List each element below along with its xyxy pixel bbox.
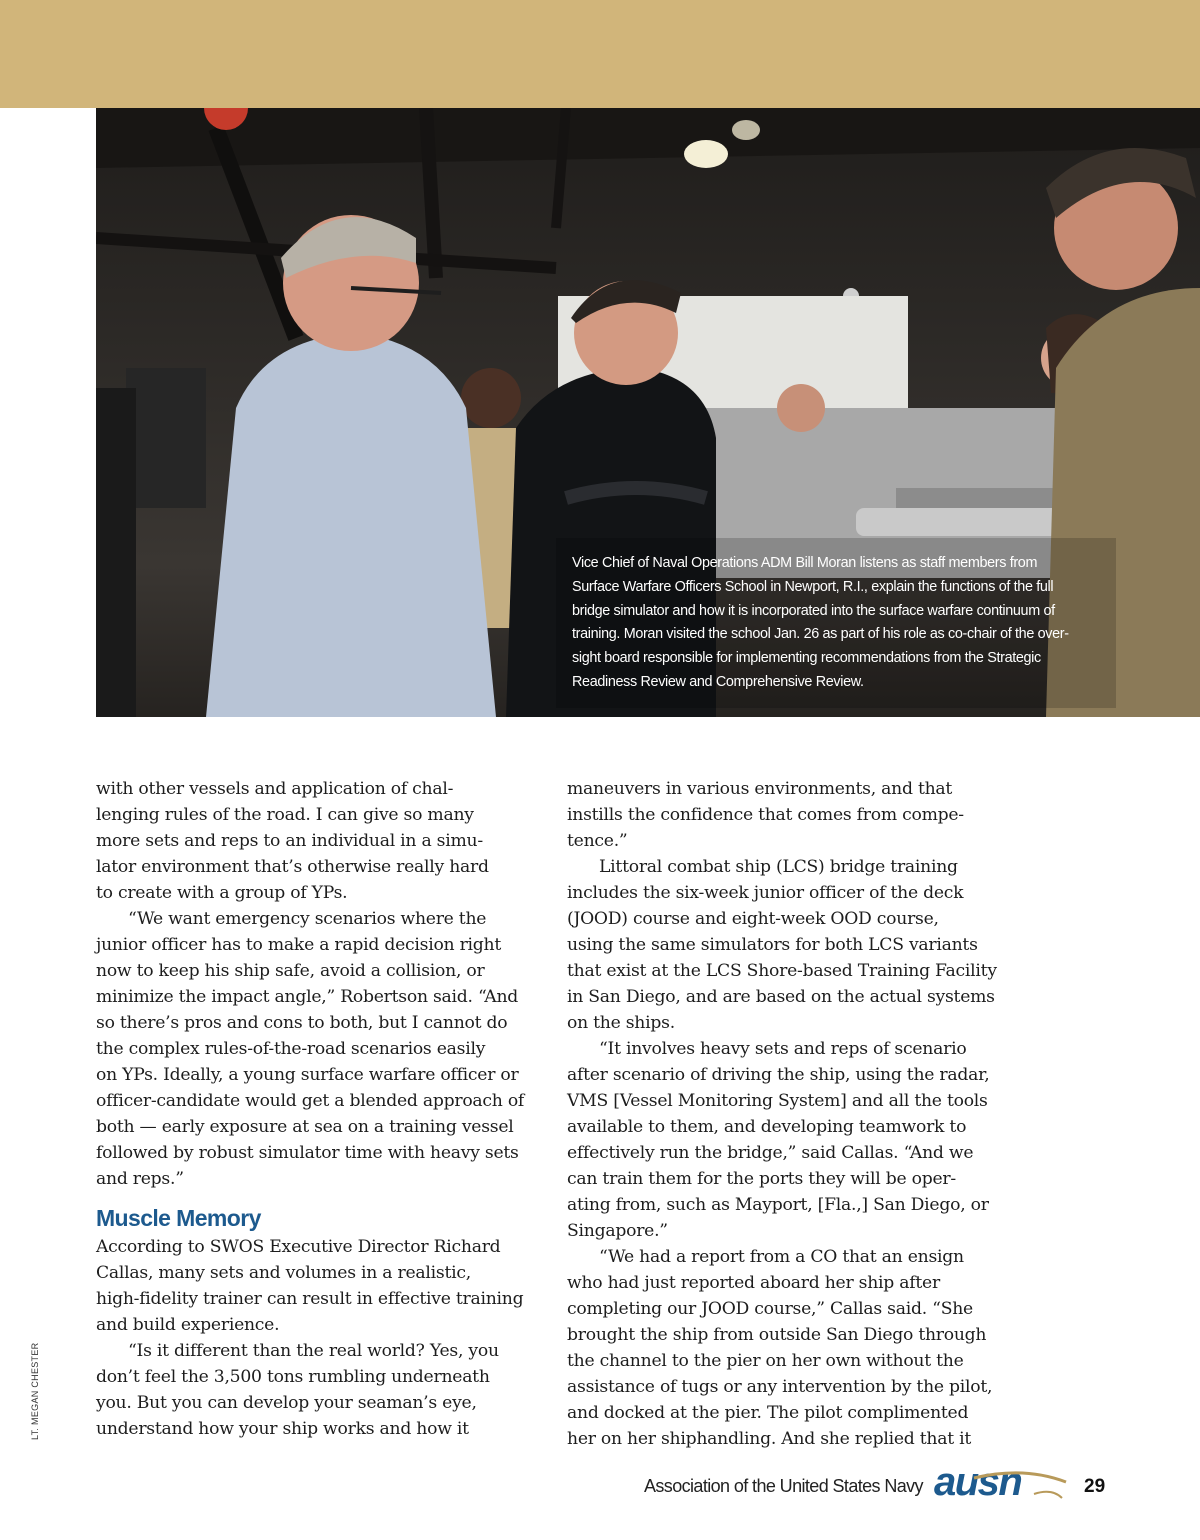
caption-line: Surface Warfare Officers School in Newport, R.I., explain the functions of the full (572, 578, 1054, 595)
body-line: According to SWOS Executive Director Richard (96, 1237, 501, 1257)
body-line: VMS [Vessel Monitoring System] and all the tools (567, 1091, 988, 1111)
body-line: assistance of tugs or any intervention by the pilot, (567, 1377, 993, 1397)
body-line: lenging rules of the road. I can give so many (96, 805, 474, 825)
body-line: so there’s pros and cons to both, but I cannot do (96, 1013, 508, 1033)
body-line: in San Diego, and are based on the actual systems (567, 987, 995, 1007)
article-photo (96, 108, 1200, 717)
body-line: who had just reported aboard her ship after (567, 1273, 940, 1293)
body-line: her on her shiphandling. And she replied that it (567, 1429, 971, 1449)
section-heading: Muscle Memory (96, 1205, 261, 1231)
body-line: Littoral combat ship (LCS) bridge training (599, 857, 958, 877)
body-line: you. But you can develop your seaman’s eye, (96, 1393, 477, 1413)
body-line: effectively run the bridge,” said Callas. “And we (567, 1143, 974, 1163)
body-line: minimize the impact angle,” Robertson said. “And (96, 987, 519, 1007)
body-line: tence.” (567, 831, 628, 851)
body-line: “We want emergency scenarios where the (128, 909, 487, 929)
body-line: junior officer has to make a rapid decision right (96, 935, 502, 955)
body-line: completing our JOOD course,” Callas said. “She (567, 1299, 973, 1319)
logo-swoosh-icon (934, 1464, 1074, 1508)
left-text-column (96, 776, 540, 1442)
body-line: on the ships. (567, 1013, 675, 1033)
body-line: followed by robust simulator time with heavy sets (96, 1143, 519, 1163)
body-line: high-fidelity trainer can result in effective training (96, 1289, 524, 1309)
body-line: “We had a report from a CO that an ensign (599, 1247, 964, 1267)
body-line: instills the confidence that comes from compe- (567, 805, 964, 825)
page-number: 29 (1084, 1476, 1106, 1497)
body-line: (JOOD) course and eight-week OOD course, (567, 909, 939, 929)
caption-line: Vice Chief of Naval Operations ADM Bill Moran listens as staff members from (572, 555, 1038, 571)
caption-line: Readiness Review and Comprehensive Review. (572, 673, 864, 690)
caption-line: sight board responsible for implementing recommendations from the Strategic (572, 650, 1041, 667)
photo-credit: LT. MEGAN CHESTER (30, 1342, 40, 1440)
photo-caption (572, 552, 1092, 695)
header-color-band (0, 0, 1200, 108)
logo-wordmark: ausn (934, 1460, 1022, 1504)
body-line: the channel to the pier on her own without the (567, 1351, 964, 1371)
caption-line: bridge simulator and how it is incorporated into the surface warfare continuum of (572, 602, 1055, 619)
caption-line: training. Moran visited the school Jan. 26 as part of his role as co-chair of the over- (572, 626, 1069, 643)
body-line: that exist at the LCS Shore-based Training Facility (567, 961, 997, 981)
body-line: lator environment that’s otherwise really hard (96, 857, 489, 877)
body-line: Callas, many sets and volumes in a realistic, (96, 1263, 471, 1283)
ausn-logo (934, 1460, 1074, 1508)
body-line: understand how your ship works and how it (96, 1419, 469, 1439)
body-line: and docked at the pier. The pilot complimented (567, 1403, 969, 1423)
body-line: after scenario of driving the ship, using the radar, (567, 1065, 990, 1085)
body-line: “Is it different than the real world? Yes, you (128, 1341, 499, 1361)
body-line: brought the ship from outside San Diego through (567, 1325, 987, 1345)
body-line: Singapore.” (567, 1221, 668, 1241)
body-line: and build experience. (96, 1315, 280, 1335)
body-line: both — early exposure at sea on a training vessel (96, 1117, 514, 1137)
right-text-column (567, 776, 1011, 1452)
body-line: can train them for the ports they will be oper- (567, 1169, 956, 1189)
body-line: to create with a group of YPs. (96, 883, 348, 903)
body-line: available to them, and developing teamwork to (567, 1117, 967, 1137)
body-line: “It involves heavy sets and reps of scenario (599, 1039, 967, 1059)
body-line: and reps.” (96, 1169, 184, 1189)
body-line: now to keep his ship safe, avoid a collision, or (96, 961, 485, 981)
body-line: officer-candidate would get a blended approach of (96, 1091, 525, 1111)
footer-organization: Association of the United States Navy (644, 1476, 923, 1496)
body-line: with other vessels and application of chal- (96, 779, 454, 799)
body-line: maneuvers in various environments, and that (567, 779, 953, 799)
body-line: more sets and reps to an individual in a simu- (96, 831, 483, 851)
body-line: the complex rules-of-the-road scenarios easily (96, 1039, 486, 1059)
body-line: don’t feel the 3,500 tons rumbling underneath (96, 1367, 490, 1387)
body-line: ating from, such as Mayport, [Fla.,] San Diego, or (567, 1195, 989, 1215)
body-line: includes the six-week junior officer of the deck (567, 883, 964, 903)
body-line: on YPs. Ideally, a young surface warfare officer or (96, 1065, 519, 1085)
body-line: using the same simulators for both LCS variants (567, 935, 978, 955)
